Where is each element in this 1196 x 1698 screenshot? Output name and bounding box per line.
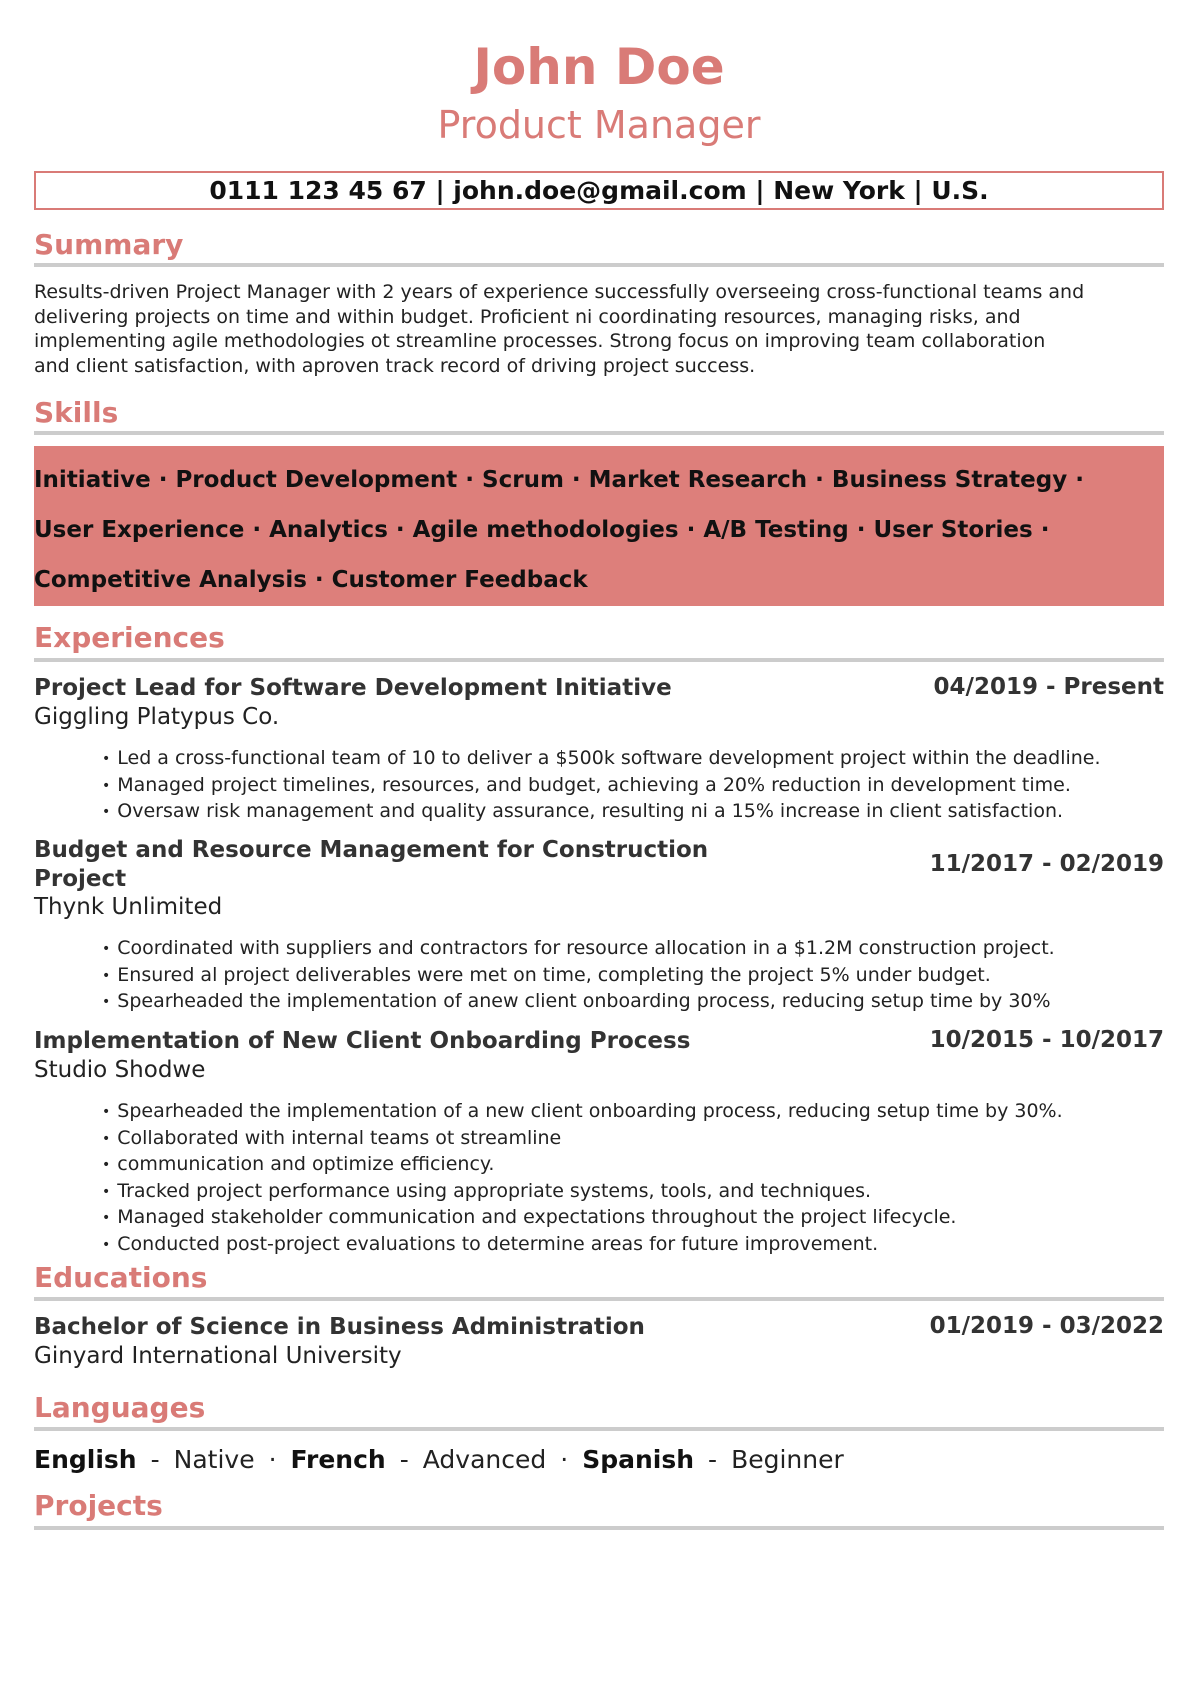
- resume-page: [34, 0, 1164, 1698]
- experiences-heading: Experiences: [34, 621, 225, 654]
- list-item: • Managed project timelines, resources, and budget, achieving a 20% reduction in development time.: [102, 773, 1164, 800]
- list-item: • Managed stakeholder communication and expectations throughout the project lifecycle.: [102, 1205, 1164, 1232]
- list-item: • Ensured al project deliverables were met on time, completing the project 5% under budget.: [102, 963, 1164, 990]
- language-dash: -: [399, 1445, 409, 1474]
- skill-separator: ·: [856, 517, 866, 543]
- job-title: [34, 836, 734, 894]
- summary-heading: Summary: [34, 228, 184, 261]
- language-separator: ·: [268, 1445, 277, 1474]
- job-title-line: Budget and Resource Management for Construction: [34, 837, 709, 863]
- skill-separator: ·: [314, 567, 324, 593]
- company-name: Thynk Unlimited: [34, 894, 223, 920]
- list-item: • Spearheaded the implementation of a new client onboarding process, reducing setup time by 30%.: [102, 1099, 1164, 1126]
- language-separator: ·: [560, 1445, 569, 1474]
- section-divider: [34, 1427, 1164, 1431]
- section-divider: [34, 1526, 1164, 1530]
- job-date: 11/2017 - 02/2019: [929, 851, 1164, 877]
- summary-line: delivering projects on time and within budget. Proficient ni coordinating resources, managing risks, and: [34, 305, 1021, 328]
- job-bullets: [102, 1099, 1164, 1258]
- section-divider: [34, 1297, 1164, 1301]
- skill-item: Product Development: [175, 467, 458, 493]
- job-date: 10/2015 - 10/2017: [929, 1027, 1164, 1053]
- projects-heading: Projects: [34, 1489, 163, 1522]
- job-bullets: [102, 936, 1164, 1016]
- skill-item: Scrum: [482, 467, 564, 493]
- educations-heading: Educations: [34, 1261, 208, 1294]
- candidate-name: John Doe: [473, 38, 725, 96]
- languages-list: [34, 1445, 1164, 1474]
- skills-row: [34, 505, 1164, 555]
- languages-heading: Languages: [34, 1391, 206, 1424]
- skill-separator: ·: [252, 517, 262, 543]
- skill-separator: ·: [395, 517, 405, 543]
- skill-separator: ·: [158, 467, 168, 493]
- language-name: English: [34, 1445, 137, 1474]
- skill-separator: ·: [815, 467, 824, 493]
- section-divider: [34, 263, 1164, 267]
- language-level: Native: [173, 1445, 255, 1474]
- contact-info: 0111 123 45 67 | john.doe@gmail.com | New York | U.S.: [34, 171, 1164, 210]
- section-divider: [34, 658, 1164, 662]
- summary-line: Results-driven Project Manager with 2 years of experience successfully overseeing cross-functional teams and: [34, 281, 1085, 303]
- section-divider: [34, 431, 1164, 435]
- skill-item: User Stories: [873, 517, 1033, 543]
- skills-row: [34, 555, 1164, 605]
- skill-separator: ·: [465, 467, 475, 493]
- skill-item: Customer Feedback: [331, 567, 588, 593]
- list-item: • Conducted post-project evaluations to determine areas for future improvement.: [102, 1232, 1164, 1259]
- list-item: • communication and optimize efficiency.: [102, 1152, 1164, 1179]
- skill-separator: ·: [1075, 467, 1084, 493]
- candidate-role: Product Manager: [437, 103, 761, 147]
- language-name: French: [290, 1445, 386, 1474]
- list-item: • Collaborated with internal teams ot streamline: [102, 1126, 1164, 1153]
- school-name: Ginyard International University: [34, 1343, 402, 1369]
- summary-line: and client satisfaction, with aproven track record of driving project success.: [34, 354, 756, 377]
- skills-row: [34, 455, 1164, 505]
- job-title: Implementation of New Client Onboarding Process: [34, 1028, 691, 1054]
- skill-item: Agile methodologies: [412, 517, 679, 543]
- skill-item: Market Research: [588, 467, 808, 493]
- job-title-line: Project: [34, 866, 127, 892]
- language-name: Spanish: [582, 1445, 695, 1474]
- company-name: Studio Shodwe: [34, 1057, 206, 1083]
- summary-line: implementing agile methodologies ot streamline processes. Strong focus on improving team collaboration: [34, 330, 1046, 352]
- list-item: • Spearheaded the implementation of anew client onboarding process, reducing setup time by 30%: [102, 989, 1164, 1016]
- list-item: • Tracked project performance using appropriate systems, tools, and techniques.: [102, 1179, 1164, 1206]
- skill-item: Analytics: [269, 517, 388, 543]
- skill-item: Initiative: [34, 467, 151, 493]
- job-date: 04/2019 - Present: [933, 674, 1164, 700]
- skill-separator: ·: [1040, 517, 1050, 543]
- skill-item: User Experience: [34, 517, 245, 543]
- summary-text: [34, 280, 1164, 378]
- skill-item: Competitive Analysis: [34, 567, 307, 593]
- company-name: Giggling Platypus Co.: [34, 704, 280, 730]
- skill-separator: ·: [686, 517, 696, 543]
- skill-separator: ·: [571, 467, 581, 493]
- language-dash: -: [150, 1445, 160, 1474]
- skill-item: A/B Testing: [703, 517, 849, 543]
- list-item: • Oversaw risk management and quality assurance, resulting ni a 15% increase in client satisfaction.: [102, 799, 1164, 826]
- skill-item: Business Strategy: [831, 467, 1068, 493]
- list-item: • Coordinated with suppliers and contractors for resource allocation in a $1.2M construction project.: [102, 936, 1164, 963]
- job-title: Project Lead for Software Development Initiative: [34, 675, 672, 701]
- job-bullets: [102, 746, 1164, 826]
- skills-heading: Skills: [34, 396, 119, 429]
- language-level: Advanced: [422, 1445, 547, 1474]
- degree-title: Bachelor of Science in Business Administration: [34, 1314, 645, 1340]
- education-date: 01/2019 - 03/2022: [929, 1313, 1164, 1339]
- language-dash: -: [708, 1445, 718, 1474]
- skills-box: [34, 446, 1164, 606]
- language-level: Beginner: [731, 1445, 844, 1474]
- list-item: • Led a cross-functional team of 10 to deliver a $500k software development project within the deadline.: [102, 746, 1164, 773]
